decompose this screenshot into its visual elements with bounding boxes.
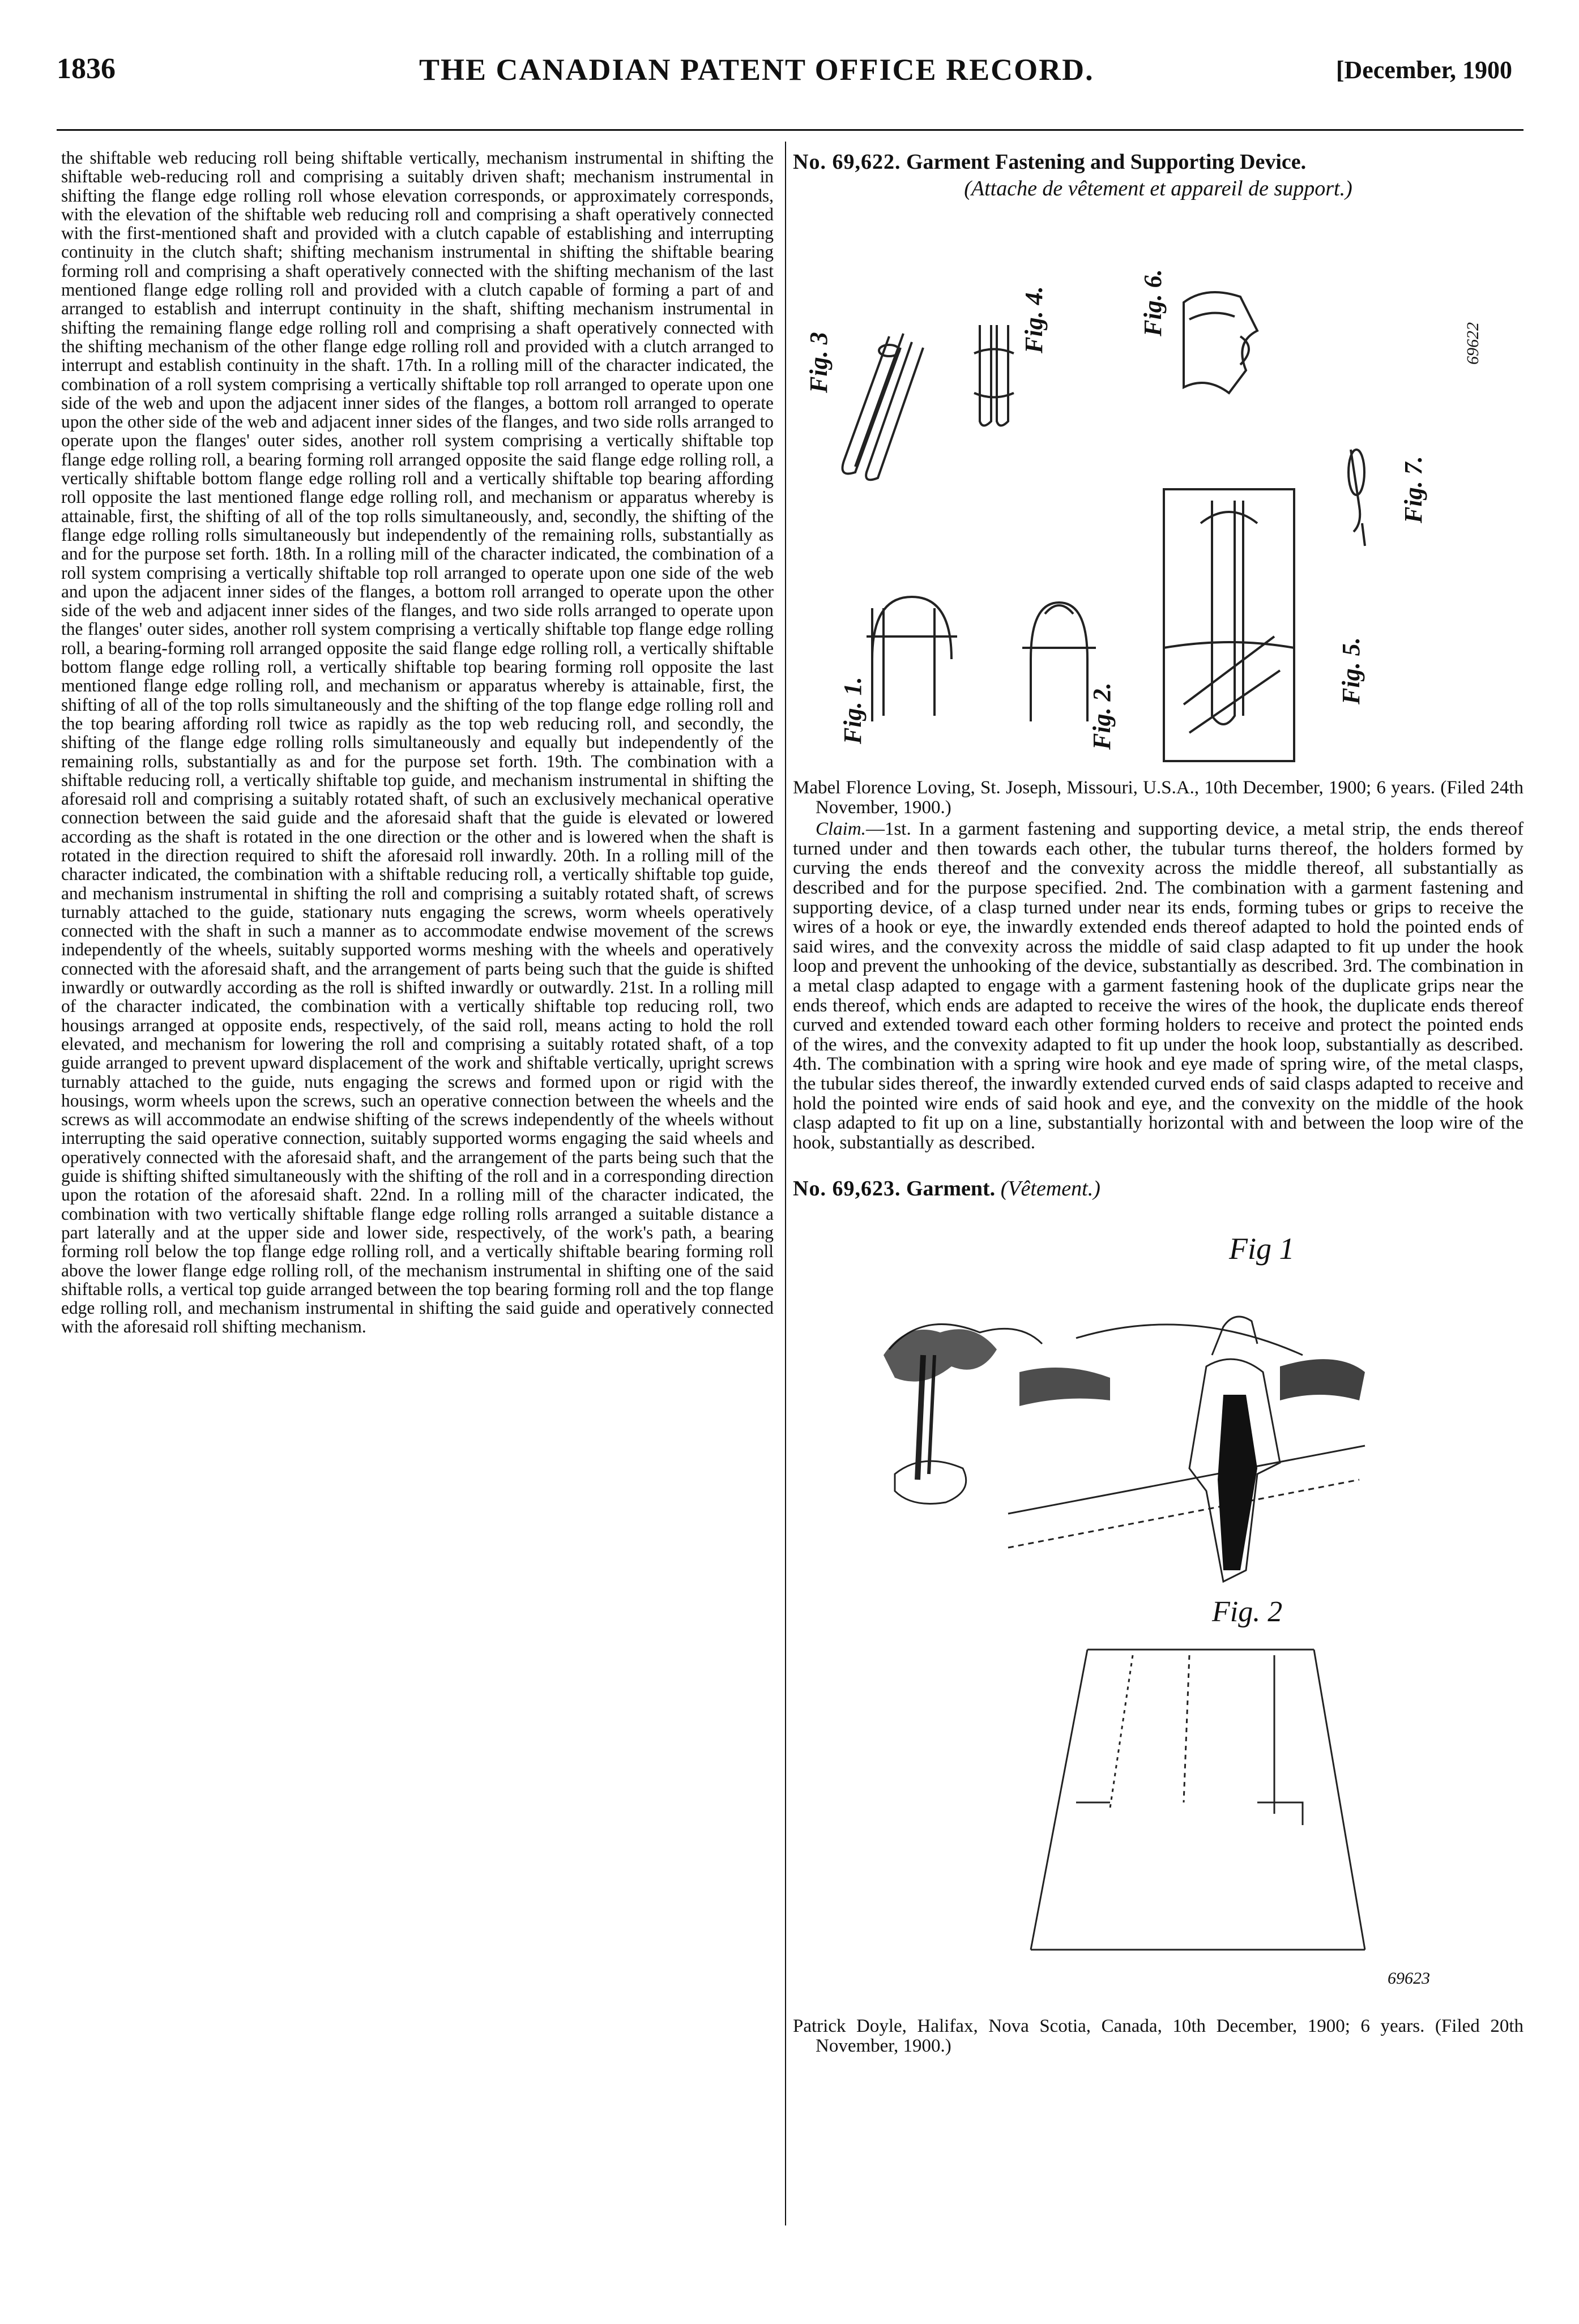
- garment-illustration: [793, 1208, 1523, 2012]
- patent-number-handwritten: 69622: [1463, 322, 1482, 365]
- entry-69622-title-french: (Attache de vêtement et appareil de support.): [964, 177, 1352, 200]
- page-number: 1836: [57, 53, 116, 85]
- claims-continuation-text: the shiftable web reducing roll being shiftable vertically, mechanism instrumental in shifting the shiftable web-reducing roll and comprising a suitably driven shaft; mechanism instrumental in shifting the flange edge rolling roll whose elevation corresponds, or approximately corresponds, with the elevation of the shiftable web reducing roll and comprising a shaft operatively connected with the first-mentioned shaft and provided with a clutch capable of establishing and interrupting continuity in the clutch shaft; shifting mechanism instrumental in shifting the shiftable bearing forming roll and comprising a shaft operatively connected with the shifting mechanism of the last mentioned flange edge rolling roll and provided with a clutch capable of forming a part of and arranged to establish and interrupt continuity in the shaft, shifting mechanism instrumental in shifting the remaining flange edge rolling roll and comprising a shaft operatively connected with the shifting mechanism of the other flange edge rolling roll and provided with a clutch arranged to interrupt and establish continuity in the shaft. 17th. In a rolling mill of the character indicated, the combination of a roll system comprising a vertically shiftable top roll arranged to operate upon one side of the web and upon the adjacent inner sides of the flanges, a bottom roll arranged to operate upon the other side of the web and adjacent inner sides of the flanges, and two side rolls arranged to operate upon the flanges' outer sides, another roll system comprising a vertically shiftable top flange edge rolling roll, a bearing forming roll arranged opposite the said flange edge rolling roll, a vertically shiftable bottom flange edge rolling roll and a vertically shiftable top bearing affording roll opposite the last mentioned flange edge rolling roll, and mechanism or apparatus whereby is attainable, first, the shifting of all of the top rolls simultaneously, and, secondly, the shifting of the flange edge rolling rolls simultaneously but independently of the remaining rolls, substantially as and for the purpose set forth. 18th. In a rolling mill of the character indicated, the combination of a roll system comprising a vertically shiftable top roll arranged to operate upon one side of the web and upon the adjacent inner sides of the flanges, a bottom roll arranged to operate upon the other side of the web and adjacent inner sides of the flanges, and two side rolls arranged to operate upon the flanges' outer sides, another roll system comprising a vertically shiftable top flange edge rolling roll, a bearing-forming roll arranged opposite the said flange edge rolling roll, a vertically shiftable bottom flange edge rolling roll, a vertically shiftable top bearing forming roll opposite the last mentioned flange edge rolling roll, and mechanism or apparatus whereby is attainable, first, the shifting of all of the top rolls simultaneously and the shifting of the top flange edge rolling roll and the top bearing affording roll twice as rapidly as the top web reducing roll, and secondly, the shifting of the flange edge rolling rolls simultaneously and equally but independently of the remaining rolls, substantially as and for the purpose set forth. 19th. The combination with a shiftable reducing roll, a vertically shiftable top guide, and mechanism instrumental in shifting the aforesaid roll and comprising a suitably rotated shaft, of such an exclusively mechanical operative connection between the said guide and the aforesaid shaft that the guide is elevated or lowered according as the shaft is rotated in the one direction or the other and is lowered when the shaft is rotated in the direction required to shift the aforesaid roll inwardly. 20th. In a rolling mill of the character indicated, the combination with a shiftable reducing roll, a vertically shiftable top guide, and mechanism instrumental in shifting the roll and comprising a suitably rotated shaft, of screws turnably attached to the guide, stationary nuts engaging the screws, worm wheels operatively connected with the shaft in such a manner as to accommodate endwise movement of the screws independently of the wheels, suitably supported worms meshing with the wheels and operatively connected with the aforesaid shaft, and the arrangement of parts being such that the guide is shifted inwardly or outwardly according as the roll is shifted inwardly or outwardly. 21st. In a rolling mill of the character indicated, the combination with a vertically shiftable top reducing roll, two housings arranged at opposite ends, respectively, of the said roll, means acting to hold the roll elevated, and mechanism for lowering the roll and comprising a suitably rotated shaft, of a top guide arranged to prevent upward displacement of the work and shiftable vertically, upright screws turnably attached to the guide, nuts engaging the screws and formed upon or rigid with the housings, worm wheels upon the screws, such an operative connection between the wheels and the screws as will accommodate an endwise shifting of the screws independently of the wheels without interrupting the said operative connection, suitably supported worms engaging the said wheels and operatively connected with the aforesaid shaft, and the arrangement of the parts being such that the guide is shifting shifted simultaneously with the shifting of the roll and in a corresponding direction upon the rotation of the aforesaid shaft. 22nd. In a rolling mill of the character indicated, the combination with two vertically shiftable flange edge rolling rolls arranged a suitable distance a part laterally and at the upper side and lower side, respectively, of the work's path, a bearing forming roll below the top flange edge rolling roll, and a vertically shiftable bearing forming roll above the lower flange edge rolling roll, of the mechanism instrumental in shifting one of the said shiftable rolls, a vertical top guide arranged between the top bearing forming roll and the top flange edge rolling roll, and mechanism instrumental in shifting the said guide and operatively connected with the aforesaid roll shifting mechanism.: [61, 148, 774, 1337]
- entry-69622-number: No. 69,622.: [793, 150, 901, 174]
- entry-69622-heading: [793, 148, 1523, 176]
- claim-text: —1st. In a garment fastening and supporting device, a metal strip, the ends thereof turned under and then towards each other, the tubular turns thereof, the holders formed by curving the ends thereof and the convexity across the middle thereof, all substantially as described and for the purpose specified. 2nd. The combination with a garment fastening and supporting device, of a clasp turned under near its ends, forming tubes or grips to receive the wires of a hook or eye, the inwardly extended ends thereof adapted to hold the pointed ends of said wires, and the convexity across the middle of said clasp adapted to fit up under the hook loop and prevent the unhooking of the device, substantially as described. 3rd. The combination in a metal clasp adapted to engage with a garment fastening hook of the duplicate grips near the ends thereof, which ends are adapted to receive the wires of the hook, the duplicate ends thereof curved and extended toward each other forming holders to receive and protect the pointed ends of the wires, and the convexity adapted to fit up under the hook loop, substantially as described. 4th. The combination with a spring wire hook and eye made of spring wire, of the metal clasps, the tubular sides thereof, the inwardly extended curved ends of said clasps adapted to receive and hold the pointed wire ends of said hook and eye, and the convexity on the middle of the hook clasp adapted to fit up on a line, substantially horizontal with and between the loop wire of the hook, substantially as described.: [793, 819, 1523, 1153]
- garment-clasp-illustration: [793, 206, 1523, 767]
- entry-69623-inventor: Patrick Doyle, Halifax, Nova Scotia, Canada, 10th December, 1900; 6 years. (Filed 20th November, 1900.): [793, 2016, 1523, 2056]
- page-header: [57, 52, 1523, 97]
- right-column: [793, 148, 1523, 2056]
- entry-69623-drawings: [793, 1208, 1523, 2012]
- fig3-label: Fig. 3: [805, 332, 833, 393]
- column-divider: [785, 142, 786, 2225]
- entry-69622-claims: [793, 819, 1523, 1152]
- issue-date: [December, 1900: [1335, 56, 1512, 84]
- patent-number-handwritten-2: 69623: [1388, 1969, 1430, 1988]
- entry-69622-title: Garment Fastening and Supporting Device.: [906, 150, 1307, 174]
- fig2-label: Fig. 2.: [1088, 682, 1116, 750]
- header-rule: [57, 129, 1523, 131]
- entry-69622-inventor: Mabel Florence Loving, St. Joseph, Missouri, U.S.A., 10th December, 1900; 6 years. (Filed 24th November, 1900.): [793, 777, 1523, 818]
- entry-69623-title: Garment.: [906, 1177, 996, 1201]
- fig4-label: Fig. 4.: [1020, 286, 1048, 353]
- fig1-label: Fig 1: [1229, 1232, 1295, 1266]
- left-column: [61, 148, 774, 2244]
- claim-label: Claim.: [816, 819, 866, 840]
- fig7-label: Fig. 7.: [1399, 456, 1427, 523]
- entry-69622-drawings: [793, 206, 1523, 767]
- fig5-label: Fig. 5.: [1337, 637, 1365, 704]
- journal-title: THE CANADIAN PATENT OFFICE RECORD.: [419, 53, 1094, 87]
- fig6-label: Fig. 6.: [1139, 269, 1167, 336]
- entry-69623-title-french: (Vêtement.): [1000, 1177, 1100, 1201]
- entry-69623-number: No. 69,623.: [793, 1177, 901, 1201]
- fig1-label: Fig. 1.: [839, 677, 867, 744]
- fig2-label: Fig. 2: [1212, 1596, 1283, 1629]
- entry-69623-heading: [793, 1175, 1523, 1202]
